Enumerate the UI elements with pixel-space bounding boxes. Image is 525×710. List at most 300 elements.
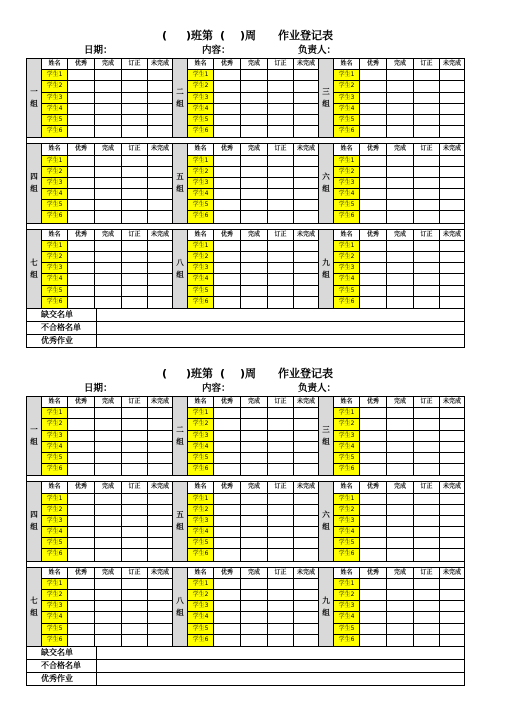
mark-cell[interactable] — [414, 408, 440, 418]
mark-cell[interactable] — [360, 516, 387, 526]
mark-cell[interactable] — [68, 81, 95, 91]
mark-cell[interactable] — [68, 115, 95, 125]
mark-cell[interactable] — [68, 104, 95, 114]
mark-cell[interactable] — [241, 431, 268, 441]
mark-cell[interactable] — [440, 274, 464, 284]
mark-cell[interactable] — [440, 167, 464, 177]
mark-cell[interactable] — [414, 601, 440, 611]
mark-cell[interactable] — [214, 104, 241, 114]
mark-cell[interactable] — [360, 453, 387, 463]
mark-cell[interactable] — [95, 408, 122, 418]
mark-cell[interactable] — [294, 505, 318, 515]
mark-cell[interactable] — [214, 81, 241, 91]
mark-cell[interactable] — [360, 419, 387, 429]
mark-cell[interactable] — [214, 601, 241, 611]
mark-cell[interactable] — [148, 200, 172, 210]
mark-cell[interactable] — [294, 419, 318, 429]
mark-cell[interactable] — [360, 590, 387, 600]
mark-cell[interactable] — [148, 126, 172, 137]
mark-cell[interactable] — [68, 241, 95, 251]
mark-cell[interactable] — [148, 104, 172, 114]
mark-cell[interactable] — [440, 516, 464, 526]
mark-cell[interactable] — [414, 297, 440, 308]
mark-cell[interactable] — [241, 274, 268, 284]
mark-cell[interactable] — [214, 408, 241, 418]
mark-cell[interactable] — [241, 189, 268, 199]
mark-cell[interactable] — [241, 612, 268, 622]
mark-cell[interactable] — [360, 263, 387, 273]
mark-cell[interactable] — [68, 419, 95, 429]
mark-cell[interactable] — [241, 601, 268, 611]
mark-cell[interactable] — [387, 263, 414, 273]
summary-value-cell[interactable] — [97, 673, 464, 685]
summary-value-cell[interactable] — [97, 660, 464, 672]
mark-cell[interactable] — [294, 464, 318, 475]
mark-cell[interactable] — [294, 274, 318, 284]
mark-cell[interactable] — [268, 516, 294, 526]
mark-cell[interactable] — [414, 126, 440, 137]
mark-cell[interactable] — [148, 274, 172, 284]
mark-cell[interactable] — [268, 408, 294, 418]
mark-cell[interactable] — [148, 408, 172, 418]
mark-cell[interactable] — [360, 408, 387, 418]
mark-cell[interactable] — [214, 70, 241, 80]
mark-cell[interactable] — [122, 579, 148, 589]
mark-cell[interactable] — [95, 612, 122, 622]
mark-cell[interactable] — [95, 93, 122, 103]
mark-cell[interactable] — [241, 453, 268, 463]
mark-cell[interactable] — [214, 419, 241, 429]
mark-cell[interactable] — [214, 442, 241, 452]
mark-cell[interactable] — [268, 167, 294, 177]
mark-cell[interactable] — [122, 81, 148, 91]
mark-cell[interactable] — [268, 601, 294, 611]
mark-cell[interactable] — [360, 241, 387, 251]
mark-cell[interactable] — [440, 115, 464, 125]
mark-cell[interactable] — [214, 464, 241, 475]
mark-cell[interactable] — [122, 167, 148, 177]
mark-cell[interactable] — [68, 624, 95, 634]
mark-cell[interactable] — [68, 156, 95, 166]
mark-cell[interactable] — [360, 93, 387, 103]
mark-cell[interactable] — [360, 189, 387, 199]
mark-cell[interactable] — [214, 505, 241, 515]
mark-cell[interactable] — [68, 274, 95, 284]
mark-cell[interactable] — [68, 601, 95, 611]
mark-cell[interactable] — [241, 115, 268, 125]
mark-cell[interactable] — [95, 442, 122, 452]
mark-cell[interactable] — [360, 104, 387, 114]
mark-cell[interactable] — [414, 494, 440, 504]
mark-cell[interactable] — [294, 579, 318, 589]
mark-cell[interactable] — [360, 579, 387, 589]
mark-cell[interactable] — [214, 516, 241, 526]
mark-cell[interactable] — [122, 200, 148, 210]
mark-cell[interactable] — [268, 178, 294, 188]
mark-cell[interactable] — [214, 624, 241, 634]
mark-cell[interactable] — [241, 538, 268, 548]
mark-cell[interactable] — [214, 93, 241, 103]
mark-cell[interactable] — [387, 104, 414, 114]
mark-cell[interactable] — [414, 200, 440, 210]
mark-cell[interactable] — [440, 189, 464, 199]
mark-cell[interactable] — [440, 612, 464, 622]
mark-cell[interactable] — [122, 93, 148, 103]
mark-cell[interactable] — [440, 211, 464, 222]
mark-cell[interactable] — [387, 252, 414, 262]
mark-cell[interactable] — [95, 431, 122, 441]
mark-cell[interactable] — [122, 252, 148, 262]
mark-cell[interactable] — [241, 549, 268, 560]
mark-cell[interactable] — [122, 453, 148, 463]
mark-cell[interactable] — [387, 612, 414, 622]
mark-cell[interactable] — [122, 286, 148, 296]
mark-cell[interactable] — [387, 590, 414, 600]
mark-cell[interactable] — [148, 178, 172, 188]
mark-cell[interactable] — [360, 601, 387, 611]
mark-cell[interactable] — [387, 538, 414, 548]
mark-cell[interactable] — [360, 624, 387, 634]
mark-cell[interactable] — [414, 516, 440, 526]
mark-cell[interactable] — [95, 156, 122, 166]
mark-cell[interactable] — [214, 453, 241, 463]
mark-cell[interactable] — [294, 494, 318, 504]
mark-cell[interactable] — [414, 612, 440, 622]
mark-cell[interactable] — [214, 156, 241, 166]
mark-cell[interactable] — [440, 624, 464, 634]
mark-cell[interactable] — [95, 516, 122, 526]
mark-cell[interactable] — [95, 200, 122, 210]
mark-cell[interactable] — [241, 408, 268, 418]
mark-cell[interactable] — [414, 70, 440, 80]
mark-cell[interactable] — [122, 549, 148, 560]
mark-cell[interactable] — [414, 263, 440, 273]
mark-cell[interactable] — [214, 252, 241, 262]
mark-cell[interactable] — [95, 274, 122, 284]
mark-cell[interactable] — [241, 70, 268, 80]
mark-cell[interactable] — [68, 200, 95, 210]
mark-cell[interactable] — [268, 156, 294, 166]
mark-cell[interactable] — [268, 241, 294, 251]
mark-cell[interactable] — [214, 167, 241, 177]
mark-cell[interactable] — [294, 538, 318, 548]
mark-cell[interactable] — [414, 431, 440, 441]
mark-cell[interactable] — [95, 464, 122, 475]
mark-cell[interactable] — [68, 453, 95, 463]
mark-cell[interactable] — [387, 115, 414, 125]
mark-cell[interactable] — [68, 464, 95, 475]
mark-cell[interactable] — [294, 297, 318, 308]
mark-cell[interactable] — [148, 635, 172, 646]
mark-cell[interactable] — [241, 297, 268, 308]
mark-cell[interactable] — [440, 442, 464, 452]
mark-cell[interactable] — [387, 274, 414, 284]
mark-cell[interactable] — [294, 516, 318, 526]
mark-cell[interactable] — [68, 431, 95, 441]
mark-cell[interactable] — [387, 156, 414, 166]
mark-cell[interactable] — [387, 635, 414, 646]
mark-cell[interactable] — [414, 189, 440, 199]
mark-cell[interactable] — [360, 252, 387, 262]
mark-cell[interactable] — [214, 494, 241, 504]
mark-cell[interactable] — [95, 104, 122, 114]
mark-cell[interactable] — [387, 464, 414, 475]
mark-cell[interactable] — [148, 431, 172, 441]
mark-cell[interactable] — [214, 538, 241, 548]
mark-cell[interactable] — [268, 252, 294, 262]
mark-cell[interactable] — [440, 200, 464, 210]
mark-cell[interactable] — [387, 200, 414, 210]
mark-cell[interactable] — [294, 527, 318, 537]
mark-cell[interactable] — [148, 464, 172, 475]
mark-cell[interactable] — [241, 494, 268, 504]
mark-cell[interactable] — [148, 241, 172, 251]
mark-cell[interactable] — [414, 274, 440, 284]
mark-cell[interactable] — [440, 286, 464, 296]
mark-cell[interactable] — [294, 286, 318, 296]
mark-cell[interactable] — [440, 178, 464, 188]
mark-cell[interactable] — [387, 527, 414, 537]
mark-cell[interactable] — [414, 241, 440, 251]
mark-cell[interactable] — [122, 156, 148, 166]
mark-cell[interactable] — [387, 241, 414, 251]
mark-cell[interactable] — [414, 453, 440, 463]
mark-cell[interactable] — [148, 538, 172, 548]
mark-cell[interactable] — [68, 252, 95, 262]
mark-cell[interactable] — [214, 211, 241, 222]
mark-cell[interactable] — [241, 624, 268, 634]
mark-cell[interactable] — [414, 549, 440, 560]
mark-cell[interactable] — [268, 70, 294, 80]
mark-cell[interactable] — [122, 442, 148, 452]
mark-cell[interactable] — [387, 93, 414, 103]
mark-cell[interactable] — [294, 178, 318, 188]
mark-cell[interactable] — [68, 590, 95, 600]
mark-cell[interactable] — [95, 527, 122, 537]
mark-cell[interactable] — [148, 81, 172, 91]
mark-cell[interactable] — [268, 505, 294, 515]
mark-cell[interactable] — [360, 442, 387, 452]
mark-cell[interactable] — [440, 579, 464, 589]
mark-cell[interactable] — [148, 494, 172, 504]
mark-cell[interactable] — [414, 104, 440, 114]
mark-cell[interactable] — [68, 516, 95, 526]
mark-cell[interactable] — [387, 167, 414, 177]
mark-cell[interactable] — [414, 81, 440, 91]
mark-cell[interactable] — [387, 81, 414, 91]
mark-cell[interactable] — [214, 635, 241, 646]
mark-cell[interactable] — [95, 70, 122, 80]
mark-cell[interactable] — [95, 601, 122, 611]
mark-cell[interactable] — [360, 464, 387, 475]
mark-cell[interactable] — [95, 115, 122, 125]
mark-cell[interactable] — [122, 612, 148, 622]
mark-cell[interactable] — [148, 505, 172, 515]
mark-cell[interactable] — [148, 624, 172, 634]
mark-cell[interactable] — [440, 527, 464, 537]
mark-cell[interactable] — [122, 538, 148, 548]
mark-cell[interactable] — [387, 579, 414, 589]
mark-cell[interactable] — [268, 579, 294, 589]
mark-cell[interactable] — [387, 408, 414, 418]
mark-cell[interactable] — [148, 419, 172, 429]
mark-cell[interactable] — [268, 464, 294, 475]
mark-cell[interactable] — [68, 579, 95, 589]
mark-cell[interactable] — [122, 516, 148, 526]
mark-cell[interactable] — [294, 126, 318, 137]
mark-cell[interactable] — [360, 431, 387, 441]
mark-cell[interactable] — [387, 286, 414, 296]
mark-cell[interactable] — [360, 156, 387, 166]
mark-cell[interactable] — [214, 297, 241, 308]
mark-cell[interactable] — [268, 126, 294, 137]
mark-cell[interactable] — [122, 126, 148, 137]
mark-cell[interactable] — [440, 241, 464, 251]
mark-cell[interactable] — [414, 590, 440, 600]
mark-cell[interactable] — [268, 274, 294, 284]
mark-cell[interactable] — [241, 167, 268, 177]
mark-cell[interactable] — [387, 601, 414, 611]
mark-cell[interactable] — [294, 263, 318, 273]
mark-cell[interactable] — [268, 538, 294, 548]
mark-cell[interactable] — [241, 263, 268, 273]
mark-cell[interactable] — [241, 590, 268, 600]
mark-cell[interactable] — [122, 419, 148, 429]
mark-cell[interactable] — [214, 115, 241, 125]
mark-cell[interactable] — [440, 156, 464, 166]
mark-cell[interactable] — [268, 431, 294, 441]
mark-cell[interactable] — [68, 286, 95, 296]
mark-cell[interactable] — [95, 590, 122, 600]
mark-cell[interactable] — [414, 252, 440, 262]
mark-cell[interactable] — [148, 590, 172, 600]
mark-cell[interactable] — [95, 297, 122, 308]
mark-cell[interactable] — [294, 635, 318, 646]
mark-cell[interactable] — [268, 211, 294, 222]
mark-cell[interactable] — [241, 527, 268, 537]
mark-cell[interactable] — [294, 453, 318, 463]
mark-cell[interactable] — [214, 549, 241, 560]
mark-cell[interactable] — [122, 115, 148, 125]
mark-cell[interactable] — [95, 189, 122, 199]
mark-cell[interactable] — [360, 200, 387, 210]
mark-cell[interactable] — [414, 286, 440, 296]
mark-cell[interactable] — [268, 527, 294, 537]
mark-cell[interactable] — [148, 252, 172, 262]
mark-cell[interactable] — [294, 189, 318, 199]
mark-cell[interactable] — [95, 453, 122, 463]
mark-cell[interactable] — [214, 263, 241, 273]
mark-cell[interactable] — [360, 297, 387, 308]
mark-cell[interactable] — [241, 241, 268, 251]
mark-cell[interactable] — [440, 494, 464, 504]
mark-cell[interactable] — [122, 211, 148, 222]
mark-cell[interactable] — [294, 167, 318, 177]
mark-cell[interactable] — [241, 516, 268, 526]
mark-cell[interactable] — [440, 431, 464, 441]
mark-cell[interactable] — [241, 93, 268, 103]
mark-cell[interactable] — [122, 505, 148, 515]
mark-cell[interactable] — [241, 419, 268, 429]
mark-cell[interactable] — [440, 549, 464, 560]
mark-cell[interactable] — [95, 252, 122, 262]
mark-cell[interactable] — [148, 453, 172, 463]
mark-cell[interactable] — [268, 200, 294, 210]
mark-cell[interactable] — [68, 167, 95, 177]
mark-cell[interactable] — [241, 505, 268, 515]
mark-cell[interactable] — [122, 494, 148, 504]
mark-cell[interactable] — [122, 408, 148, 418]
mark-cell[interactable] — [122, 297, 148, 308]
mark-cell[interactable] — [440, 81, 464, 91]
summary-value-cell[interactable] — [97, 335, 464, 347]
mark-cell[interactable] — [148, 286, 172, 296]
mark-cell[interactable] — [214, 126, 241, 137]
mark-cell[interactable] — [387, 419, 414, 429]
mark-cell[interactable] — [68, 126, 95, 137]
mark-cell[interactable] — [148, 70, 172, 80]
mark-cell[interactable] — [122, 274, 148, 284]
mark-cell[interactable] — [440, 263, 464, 273]
summary-value-cell[interactable] — [97, 647, 464, 659]
mark-cell[interactable] — [360, 538, 387, 548]
mark-cell[interactable] — [148, 115, 172, 125]
mark-cell[interactable] — [387, 211, 414, 222]
mark-cell[interactable] — [122, 635, 148, 646]
mark-cell[interactable] — [214, 527, 241, 537]
mark-cell[interactable] — [268, 419, 294, 429]
mark-cell[interactable] — [294, 70, 318, 80]
mark-cell[interactable] — [122, 189, 148, 199]
mark-cell[interactable] — [148, 297, 172, 308]
mark-cell[interactable] — [294, 612, 318, 622]
mark-cell[interactable] — [387, 431, 414, 441]
mark-cell[interactable] — [241, 156, 268, 166]
mark-cell[interactable] — [294, 115, 318, 125]
mark-cell[interactable] — [360, 505, 387, 515]
mark-cell[interactable] — [95, 263, 122, 273]
mark-cell[interactable] — [95, 126, 122, 137]
mark-cell[interactable] — [148, 579, 172, 589]
mark-cell[interactable] — [122, 241, 148, 251]
mark-cell[interactable] — [241, 178, 268, 188]
mark-cell[interactable] — [294, 211, 318, 222]
mark-cell[interactable] — [241, 464, 268, 475]
mark-cell[interactable] — [440, 601, 464, 611]
mark-cell[interactable] — [360, 274, 387, 284]
mark-cell[interactable] — [360, 167, 387, 177]
mark-cell[interactable] — [241, 126, 268, 137]
mark-cell[interactable] — [148, 156, 172, 166]
mark-cell[interactable] — [241, 104, 268, 114]
mark-cell[interactable] — [440, 70, 464, 80]
mark-cell[interactable] — [414, 505, 440, 515]
mark-cell[interactable] — [122, 104, 148, 114]
mark-cell[interactable] — [68, 612, 95, 622]
mark-cell[interactable] — [414, 178, 440, 188]
mark-cell[interactable] — [440, 590, 464, 600]
summary-value-cell[interactable] — [97, 309, 464, 321]
mark-cell[interactable] — [387, 70, 414, 80]
mark-cell[interactable] — [294, 93, 318, 103]
mark-cell[interactable] — [440, 464, 464, 475]
mark-cell[interactable] — [268, 494, 294, 504]
mark-cell[interactable] — [214, 431, 241, 441]
mark-cell[interactable] — [241, 635, 268, 646]
mark-cell[interactable] — [95, 579, 122, 589]
mark-cell[interactable] — [241, 252, 268, 262]
mark-cell[interactable] — [440, 104, 464, 114]
